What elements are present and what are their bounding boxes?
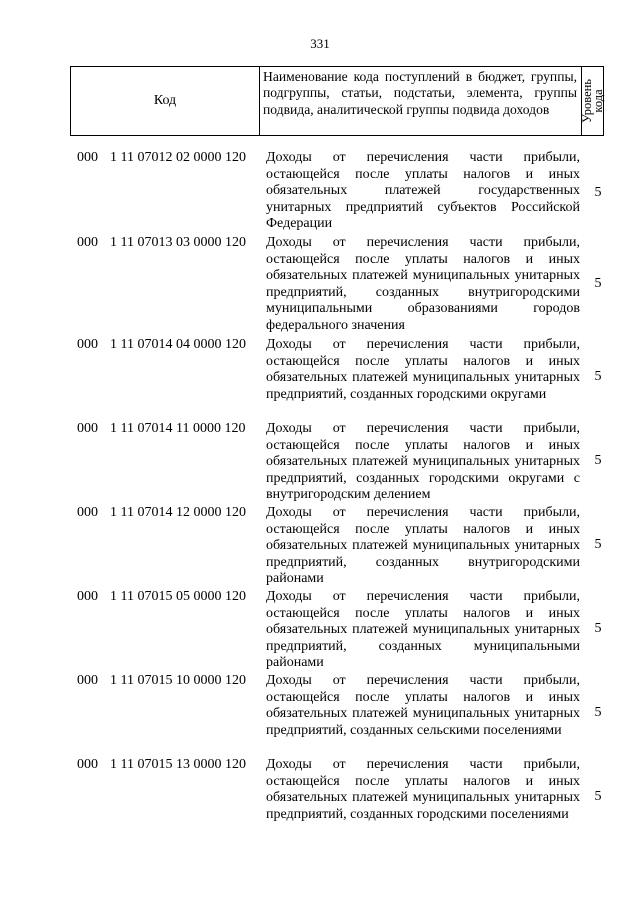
header-name: Наименование кода поступлений в бюджет, группы, подгруппы, статьи, подстатьи, элемента, группы подвида, аналитической группы подвида доходов bbox=[260, 67, 582, 135]
table-row bbox=[0, 757, 640, 841]
table-body bbox=[0, 150, 640, 841]
row-level: 5 bbox=[594, 789, 602, 804]
row-prefix: 000 bbox=[77, 673, 98, 688]
row-code: 1 11 07015 13 0000 120 bbox=[110, 757, 246, 772]
row-level: 5 bbox=[594, 537, 602, 552]
row-name: Доходы от перечисления части прибыли, остающейся после уплаты налогов и иных обязательных платежей муниципальных унитарных предприятий, созданных городскими поселениями bbox=[266, 757, 580, 822]
row-level: 5 bbox=[594, 705, 602, 720]
row-level: 5 bbox=[594, 276, 602, 291]
row-level: 5 bbox=[594, 621, 602, 636]
row-level: 5 bbox=[594, 453, 602, 468]
header-code: Код bbox=[71, 67, 260, 135]
table-row bbox=[0, 673, 640, 757]
row-code: 1 11 07013 03 0000 120 bbox=[110, 235, 246, 250]
table-row bbox=[0, 235, 640, 337]
row-code: 1 11 07015 10 0000 120 bbox=[110, 673, 246, 688]
header-level: Уровень кода bbox=[579, 78, 605, 124]
row-name: Доходы от перечисления части прибыли, остающейся после уплаты налогов и иных обязательных платежей муниципальных унитарных предприятий, созданных городскими округами с внутригородским делением bbox=[266, 421, 580, 503]
row-code: 1 11 07015 05 0000 120 bbox=[110, 589, 246, 604]
row-code: 1 11 07014 11 0000 120 bbox=[110, 421, 246, 436]
header-level-cell bbox=[579, 67, 605, 135]
row-name: Доходы от перечисления части прибыли, остающейся после уплаты налогов и иных обязательных платежей муниципальных унитарных предприятий, созданных внутригородскими муниципальными образованиями городов федерального значения bbox=[266, 235, 580, 333]
row-name: Доходы от перечисления части прибыли, остающейся после уплаты налогов и иных обязательных платежей муниципальных унитарных предприятий, созданных городскими округами bbox=[266, 337, 580, 402]
row-code: 1 11 07014 04 0000 120 bbox=[110, 337, 246, 352]
table-header bbox=[70, 66, 604, 136]
table-row bbox=[0, 337, 640, 421]
row-code: 1 11 07012 02 0000 120 bbox=[110, 150, 246, 165]
row-name: Доходы от перечисления части прибыли, остающейся после уплаты налогов и иных обязательных платежей государственных унитарных предприятий субъектов Российской Федерации bbox=[266, 150, 580, 232]
row-name: Доходы от перечисления части прибыли, остающейся после уплаты налогов и иных обязательных платежей муниципальных унитарных предприятий, созданных сельскими поселениями bbox=[266, 673, 580, 738]
row-prefix: 000 bbox=[77, 421, 98, 436]
row-prefix: 000 bbox=[77, 235, 98, 250]
table-row bbox=[0, 421, 640, 505]
row-name: Доходы от перечисления части прибыли, остающейся после уплаты налогов и иных обязательных платежей муниципальных унитарных предприятий, созданных внутригородскими районами bbox=[266, 505, 580, 587]
row-level: 5 bbox=[594, 369, 602, 384]
table-row bbox=[0, 589, 640, 673]
row-name: Доходы от перечисления части прибыли, остающейся после уплаты налогов и иных обязательных платежей муниципальных унитарных предприятий, созданных муниципальными районами bbox=[266, 589, 580, 671]
row-prefix: 000 bbox=[77, 337, 98, 352]
row-prefix: 000 bbox=[77, 505, 98, 520]
table-row bbox=[0, 150, 640, 235]
row-prefix: 000 bbox=[77, 150, 98, 165]
row-prefix: 000 bbox=[77, 589, 98, 604]
row-code: 1 11 07014 12 0000 120 bbox=[110, 505, 246, 520]
row-prefix: 000 bbox=[77, 757, 98, 772]
row-level: 5 bbox=[594, 185, 602, 200]
page-number: 331 bbox=[310, 36, 330, 51]
table-row bbox=[0, 505, 640, 589]
